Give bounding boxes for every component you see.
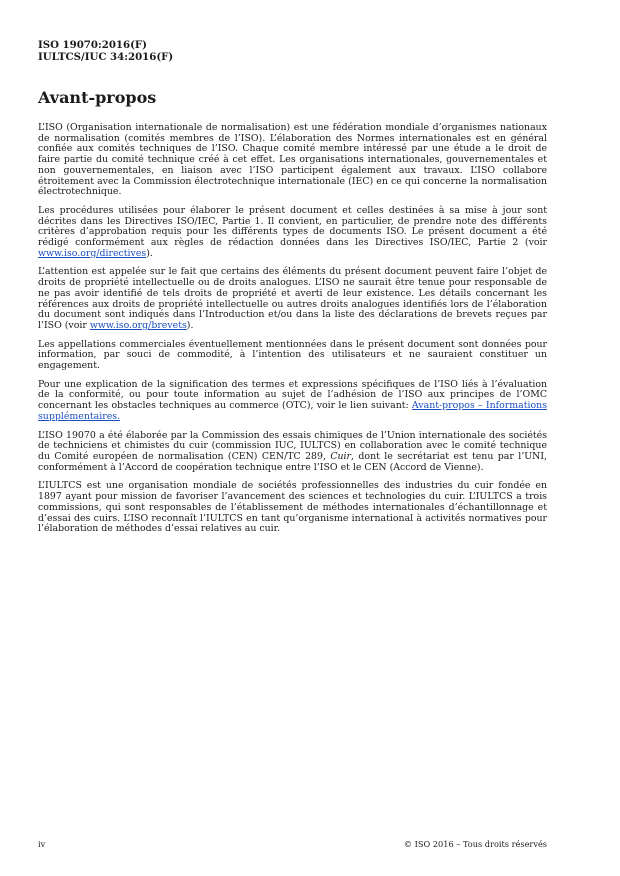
patents-link[interactable]: www.iso.org/brevets: [89, 319, 187, 331]
document-body: [38, 123, 547, 543]
paragraph-end: , dont le secrétariat est tenu par l’UNI, conformément à l’Accord de coopération technique entre l’ISO et le CEN (Accord de Vienne).: [38, 450, 547, 473]
page-number: iv: [38, 839, 46, 849]
page-title: Avant-propos: [38, 88, 157, 107]
iultcs-number: IULTCS/IUC 34:2016(F): [38, 51, 174, 63]
paragraph-text: L’ISO 19070 a été élaborée par la Commission des essais chimiques de l’Union internationale des sociétés de techniciens et chimistes du cuir (commission IUC, IULTCS) en collaboration avec le comité technique du Comité européen de normalisation (CEN) CEN/TC 289,: [38, 429, 547, 462]
paragraph-end: ).: [146, 247, 153, 259]
standard-number: ISO 19070:2016(F): [38, 39, 147, 51]
copyright: © ISO 2016 – Tous droits réservés: [403, 839, 547, 849]
paragraph-text: Pour une explication de la signification des termes et expressions spécifiques de l’ISO liés à l’évaluation de la conformité, ou pour toute information au sujet de l’adhésion de l’ISO aux principes de l’OMC concernant les obstacles techniques au commerce (OTC), voir le lien suivant:: [38, 378, 547, 412]
committee-title: Cuir: [330, 450, 352, 462]
paragraph-iso-intro: L’ISO (Organisation internationale de normalisation) est une fédération mondiale d’organismes nationaux de normalisation (comités membres de l’ISO). L’élaboration des Normes internationales est en général confiée aux comités techniques de l’ISO. Chaque comité membre intéressé par une étude a le droit de faire partie du comité technique créé à cet effet. Les organisations internationales, gouvernementales et non gouvernementales, en liaison avec l’ISO participent également aux travaux. L’ISO collabore étroitement avec la Commission électrotechnique internationale (IEC) en ce qui concerne la normalisation électrotechnique.: [38, 122, 547, 198]
paragraph-text: L’attention est appelée sur le fait que certains des éléments du présent document peuvent faire l’objet de droits de propriété intellectuelle ou de droits analogues. L’ISO ne saurait être tenue pour responsable de ne pas avoir identifié de tels droits de propriété et averti de leur existence. Les détails concernant les références aux droits de propriété intellectuelle ou autres droits analogues identifiés lors de l’élaboration du document sont indiqués dans l’Introduction et/ou dans la liste des déclarations de brevets reçues par l’ISO (voir: [38, 266, 547, 331]
paragraph-iultcs: L’IULTCS est une organisation mondiale de sociétés professionnelles des industries du cuir fondée en 1897 ayant pour mission de favoriser l’avancement des sciences et technologies du cuir. L’IULTCS a trois commissions, qui sont responsables de l’établissement de méthodes internationales d’échantillonnage et d’essai des cuirs. L’ISO reconnaît l’IULTCS en tant qu’organisme international à activités normatives pour l’élaboration de méthodes d’essai relatives au cuir.: [38, 480, 547, 535]
paragraph-end: ).: [186, 319, 194, 331]
paragraph-conformity: [38, 380, 547, 423]
document-header: [38, 39, 173, 63]
foreword-info-link[interactable]: Avant-propos – Informations supplémentaires.: [38, 400, 548, 422]
paragraph-trade-names: Les appellations commerciales éventuellement mentionnées dans le présent document sont données pour information, par souci de commodité, à l’intention des utilisateurs et ne sauraient constituer un engagement.: [38, 338, 547, 372]
paragraph-patents: [38, 267, 547, 331]
paragraph-procedures: [38, 206, 547, 260]
paragraph-preparation: [38, 431, 547, 474]
page-footer: [38, 839, 547, 849]
directives-link[interactable]: www.iso.org/directives: [38, 247, 147, 259]
paragraph-text: Les procédures utilisées pour élaborer le présent document et celles destinées à sa mise à jour sont décrites dans les Directives ISO/IEC, Partie 1. Il convient, en particulier, de prendre note des différents critères d’approbation requis pour les différents types de documents ISO. Le présent document a été rédigé conformément aux règles de rédaction données dans les Directives ISO/IEC, Partie 2 (voir: [38, 204, 547, 249]
